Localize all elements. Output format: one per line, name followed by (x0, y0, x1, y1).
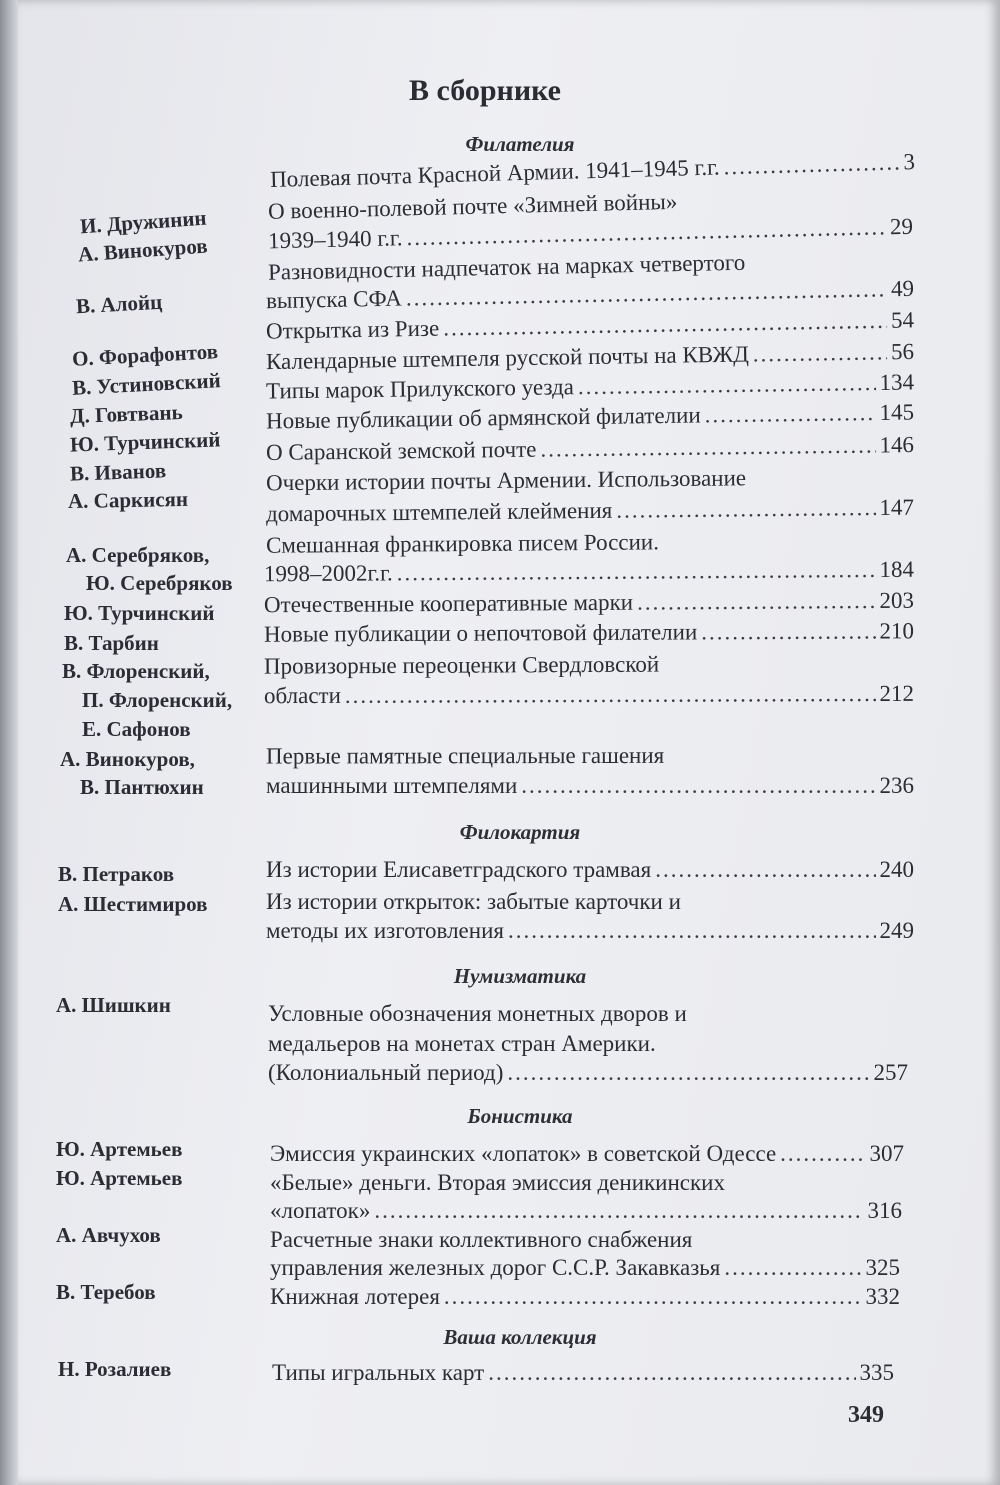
toc-entry-line (264, 618, 914, 647)
toc-entry-title: Первые памятные специальные гашения (265, 742, 665, 769)
toc-entry-title: Новые публикации о непочтовой филателии (263, 619, 698, 647)
author-name: В. Петраков (58, 862, 175, 886)
author-name: Ю. Серебряков (86, 571, 233, 595)
toc-entry-title: О военно-полевой почте «Зимней войны» (267, 188, 678, 224)
toc-entry-page: 325 (865, 1255, 900, 1280)
toc-entry-title: домарочных штемпелей клеймения (265, 497, 613, 527)
author-name: В. Пантюхин (80, 775, 204, 799)
toc-entry-page: 210 (879, 618, 915, 644)
toc-entry-line (270, 1198, 902, 1224)
section-heading-filokartiya: Филокартия (459, 820, 581, 844)
toc-entry-title: Новые публикации об армянской филателии (265, 402, 701, 434)
toc-entry-page: 212 (879, 680, 915, 706)
toc-entry-page: 249 (879, 918, 914, 943)
toc-entry-page: 257 (873, 1060, 908, 1085)
toc-entry-line (270, 1141, 904, 1167)
toc-entry-title: 1939–1940 г.г. (267, 225, 403, 254)
toc-entry-line (266, 742, 906, 769)
toc-entry-title: выпуска СФА (265, 285, 403, 314)
toc-entry-page: 134 (879, 369, 915, 395)
toc-entry-line (264, 588, 914, 619)
toc-entry-title: Отечественные кооперативные марки (263, 589, 634, 618)
toc-entry-line (268, 1031, 908, 1057)
toc-entry-title: Разновидности надпечаток на марках четвертого (267, 249, 746, 285)
toc-entry-line (264, 681, 914, 709)
toc-entry-title: Календарные штемпеля русской почты на КВЖД (265, 341, 749, 375)
toc-entry-title: «лопаток» (270, 1198, 371, 1223)
toc-entry-line (266, 857, 914, 883)
section-heading-filately: Филателия (465, 132, 575, 156)
toc-entry-title: управления железных дорог С.С.Р. Закавказья (270, 1255, 721, 1280)
toc-entry-title: машинными штемпелями (266, 773, 518, 798)
author-name: Ю. Турчинский (69, 427, 221, 457)
toc-entry-title: Типы марок Прилукского уезда (265, 374, 575, 404)
author-name: И. Дружинин (79, 205, 208, 239)
toc-entry-page: 54 (890, 307, 915, 333)
author-name: Ю. Артемьев (56, 1137, 183, 1161)
toc-entry-line (270, 1170, 900, 1196)
page-number: 349 (848, 1402, 884, 1428)
author-name: Ю. Турчинский (64, 601, 215, 625)
page-title: В сборнике (409, 74, 561, 107)
author-name: В. Флоренский, (62, 659, 210, 683)
author-name: А. Серебряков, (66, 543, 210, 567)
toc-entry-page: 203 (879, 587, 915, 613)
toc-entry-title: Эмиссия украинских «лопаток» в советской Одессе (270, 1141, 777, 1166)
toc-entry-page: 146 (879, 432, 915, 458)
toc-entry-title: области (263, 682, 341, 709)
author-name: Н. Розалиев (58, 1357, 172, 1381)
toc-entry-line (266, 889, 906, 915)
toc-entry-line (270, 1255, 900, 1281)
toc-entry-page: 3 (903, 149, 916, 175)
toc-entry-line (268, 1060, 908, 1086)
author-name: В. Устиновский (71, 368, 222, 400)
toc-entry-page: 184 (879, 556, 915, 582)
author-name: А. Авчухов (56, 1223, 161, 1247)
toc-entry-page: 316 (867, 1198, 902, 1223)
toc-entry-page: 29 (889, 213, 914, 240)
toc-entry-title: О Саранской земской почте (265, 436, 537, 465)
toc-entry-line (266, 773, 914, 799)
toc-entry-page: 145 (879, 399, 915, 425)
toc-entry-title: Условные обозначения монетных дворов и (268, 1001, 687, 1026)
author-name: А. Винокуров, (60, 747, 195, 771)
toc-entry-title: Из истории Елисаветградского трамвая (266, 857, 652, 882)
toc-entry-line (270, 1284, 900, 1310)
toc-entry-title: Книжная лотерея (270, 1284, 440, 1309)
toc-entry-title: (Колониальный период) (268, 1060, 504, 1085)
toc-entry-title: медальеров на монетах стран Америки. (268, 1031, 656, 1056)
toc-entry-title: Очерки истории почты Армении. Использование (265, 465, 747, 496)
book-spine-edge (0, 0, 18, 1485)
toc-entry-page: 240 (879, 857, 914, 882)
toc-entry-line (268, 1001, 908, 1027)
toc-entry-title: Полевая почта Красной Армии. 1941–1945 г.г. (269, 154, 720, 193)
author-name: Е. Сафонов (82, 717, 191, 741)
author-name: Ю. Артемьев (56, 1166, 183, 1190)
author-name: Д. Говтвань (69, 400, 183, 428)
toc-entry-title: 1998–2002г.г. (263, 560, 393, 587)
toc-entry-page: 56 (890, 338, 915, 365)
author-name: А. Шестимиров (58, 892, 208, 916)
author-name: В. Тарбин (64, 631, 159, 655)
toc-entry-title: Из истории открыток: забытые карточки и (266, 889, 681, 914)
toc-entry-title: «Белые» деньги. Вторая эмиссия деникинских (270, 1170, 725, 1195)
toc-entry-title: Открытка из Ризе (265, 315, 440, 344)
toc-entry-title: Смешанная франкировка писем России. (265, 529, 660, 558)
author-name: А. Саркисян (67, 486, 189, 514)
toc-entry-title: Расчетные знаки коллективного снабжения (270, 1227, 693, 1252)
toc-entry-page: 236 (879, 773, 914, 798)
section-heading-collection: Ваша коллекция (443, 1325, 597, 1349)
toc-entry-line (266, 918, 914, 944)
author-name: А. Винокуров (77, 233, 209, 267)
author-name: О. Форафонтов (71, 339, 219, 371)
author-name: В. Алойц (75, 289, 163, 319)
toc-entry-page: 49 (890, 275, 915, 302)
toc-entry-line (264, 650, 904, 679)
toc-entry-title: методы их изготовления (266, 918, 504, 943)
toc-entry-page: 332 (865, 1284, 900, 1309)
author-name: В. Иванов (69, 458, 167, 486)
toc-entry-title: Типы игральных карт (272, 1360, 485, 1385)
section-heading-numizmatika: Нумизматика (453, 964, 587, 988)
toc-entry-line (270, 1227, 900, 1253)
author-name: А. Шишкин (56, 993, 171, 1017)
author-name: В. Теребов (56, 1280, 156, 1304)
toc-entry-title: Провизорные переоценки Свердловской (263, 651, 660, 679)
toc-entry-line (264, 557, 914, 588)
toc-entry-line (272, 1360, 894, 1386)
toc-entry-page: 307 (869, 1141, 904, 1166)
toc-entry-page: 147 (879, 494, 915, 520)
section-heading-bonistika: Бонистика (467, 1104, 573, 1128)
author-name: П. Флоренский, (82, 688, 233, 712)
toc-entry-page: 335 (859, 1360, 894, 1385)
